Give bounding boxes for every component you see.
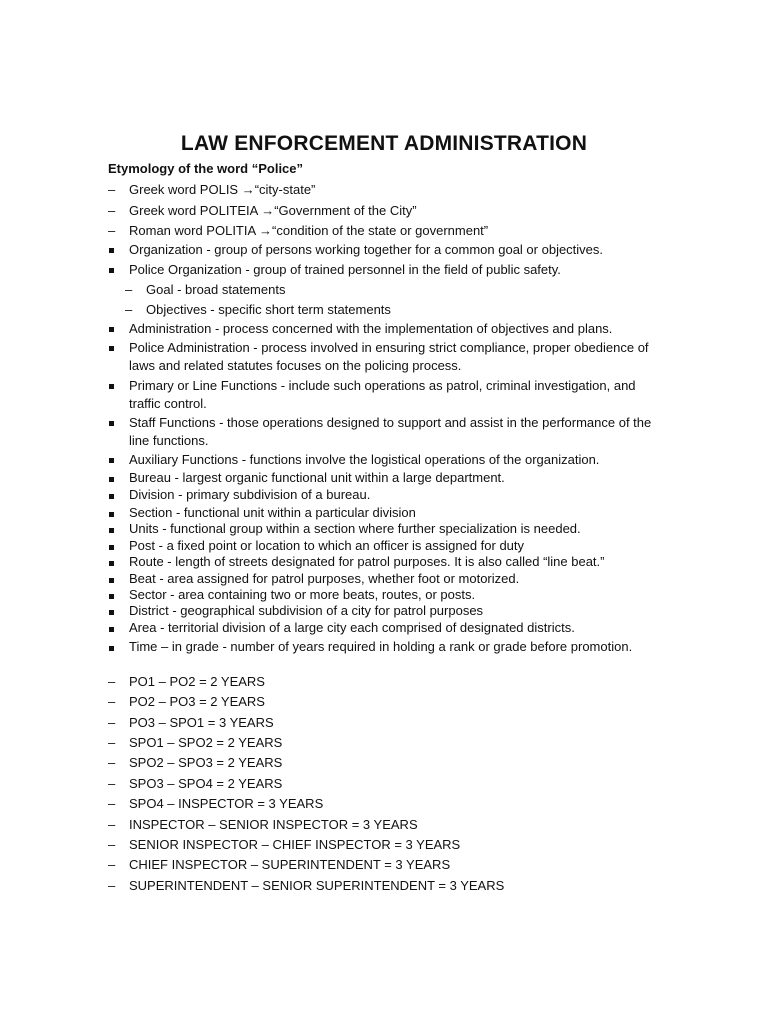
document-title: LAW ENFORCEMENT ADMINISTRATION — [180, 132, 588, 155]
definition-item: Bureau - largest organic functional unit within a large department. — [108, 470, 668, 486]
square-bullet-icon — [109, 248, 114, 253]
square-bullet-icon — [109, 384, 114, 389]
square-bullet-icon — [109, 268, 114, 273]
square-bullet-icon — [109, 458, 114, 463]
square-bullet-icon — [109, 646, 114, 651]
etymology-heading: Etymology of the word “Police” — [108, 161, 304, 176]
time-in-grade-item: – PO2 – PO3 = 2 YEARS — [108, 693, 668, 711]
definition-item: Auxiliary Functions - functions involve the logistical operations of the organization. — [108, 451, 668, 469]
definition-item: Post - a fixed point or location to which an officer is assigned for duty — [108, 538, 668, 554]
dash-bullet — [125, 281, 143, 299]
square-bullet-icon — [109, 627, 114, 632]
time-in-grade-item: – PO1 – PO2 = 2 YEARS — [108, 673, 668, 691]
dash-bullet — [108, 816, 126, 834]
time-in-grade-item: – SPO2 – SPO3 = 2 YEARS — [108, 754, 668, 772]
dash-bullet — [125, 301, 143, 319]
time-in-grade-item: – SPO3 – SPO4 = 2 YEARS — [108, 775, 668, 793]
dash-bullet — [108, 734, 126, 752]
square-bullet-icon — [109, 610, 114, 615]
definition-item: Police Administration - process involved in ensuring strict compliance, proper obedience of laws and related statutes focuses on the policing process. — [108, 339, 668, 375]
dash-bullet — [108, 856, 126, 874]
square-bullet-icon — [109, 494, 114, 499]
square-bullet-icon — [109, 512, 114, 517]
etymology-item: – Roman word POLITIA →“condition of the state or government” — [108, 222, 668, 240]
time-in-grade-item: – SUPERINTENDENT – SENIOR SUPERINTENDENT = 3 YEARS — [108, 877, 668, 895]
square-bullet-icon — [109, 578, 114, 583]
time-in-grade-item: – SENIOR INSPECTOR – CHIEF INSPECTOR = 3 YEARS — [108, 836, 668, 854]
etymology-item: – Greek word POLITEIA →“Government of the City” — [108, 202, 668, 220]
square-bullet-icon — [109, 421, 114, 426]
definition-item: Primary or Line Functions - include such operations as patrol, criminal investigation, and traffic control. — [108, 377, 668, 413]
square-bullet-icon — [109, 594, 114, 599]
etymology-item: – Greek word POLIS →“city-state” — [108, 181, 668, 199]
definition-item: Area - territorial division of a large city each comprised of designated districts. — [108, 620, 668, 636]
time-in-grade-item: – INSPECTOR – SENIOR INSPECTOR = 3 YEARS — [108, 816, 668, 834]
definition-item: Division - primary subdivision of a bureau. — [108, 487, 668, 503]
dash-bullet — [108, 714, 126, 732]
square-bullet-icon — [109, 528, 114, 533]
dash-bullet — [108, 673, 126, 691]
time-in-grade-item: – CHIEF INSPECTOR – SUPERINTENDENT = 3 YEARS — [108, 856, 668, 874]
definition-item: Staff Functions - those operations designed to support and assist in the performance of the line functions. — [108, 414, 668, 450]
definition-item: Section - functional unit within a particular division — [108, 505, 668, 521]
time-in-grade-item: – SPO1 – SPO2 = 2 YEARS — [108, 734, 668, 752]
definition-item: Units - functional group within a section where further specialization is needed. — [108, 521, 668, 537]
dash-bullet — [108, 836, 126, 854]
dash-bullet — [108, 181, 126, 199]
definition-item: District - geographical subdivision of a city for patrol purposes — [108, 603, 668, 619]
definition-item: Administration - process concerned with the implementation of objectives and plans. — [108, 320, 668, 338]
square-bullet-icon — [109, 545, 114, 550]
dash-bullet — [108, 877, 126, 895]
square-bullet-icon — [109, 327, 114, 332]
objectives-item: – Objectives - specific short term statements — [125, 301, 685, 319]
definition-item: Police Organization - group of trained personnel in the field of public safety. — [108, 261, 668, 279]
definition-item: Beat - area assigned for patrol purposes, whether foot or motorized. — [108, 571, 668, 587]
definition-item: Time – in grade - number of years required in holding a rank or grade before promotion. — [108, 639, 668, 655]
dash-bullet — [108, 202, 126, 220]
square-bullet-icon — [109, 561, 114, 566]
time-in-grade-item: – SPO4 – INSPECTOR = 3 YEARS — [108, 795, 668, 813]
definition-item: Organization - group of persons working together for a common goal or objectives. — [108, 241, 668, 259]
definition-item: Route - length of streets designated for patrol purposes. It is also called “line beat.” — [108, 554, 668, 570]
dash-bullet — [108, 795, 126, 813]
definition-item: Sector - area containing two or more beats, routes, or posts. — [108, 587, 668, 603]
time-in-grade-item: – PO3 – SPO1 = 3 YEARS — [108, 714, 668, 732]
square-bullet-icon — [109, 477, 114, 482]
square-bullet-icon — [109, 346, 114, 351]
dash-bullet — [108, 222, 126, 240]
dash-bullet — [108, 775, 126, 793]
dash-bullet — [108, 693, 126, 711]
dash-bullet — [108, 754, 126, 772]
goal-item: – Goal - broad statements — [125, 281, 685, 299]
